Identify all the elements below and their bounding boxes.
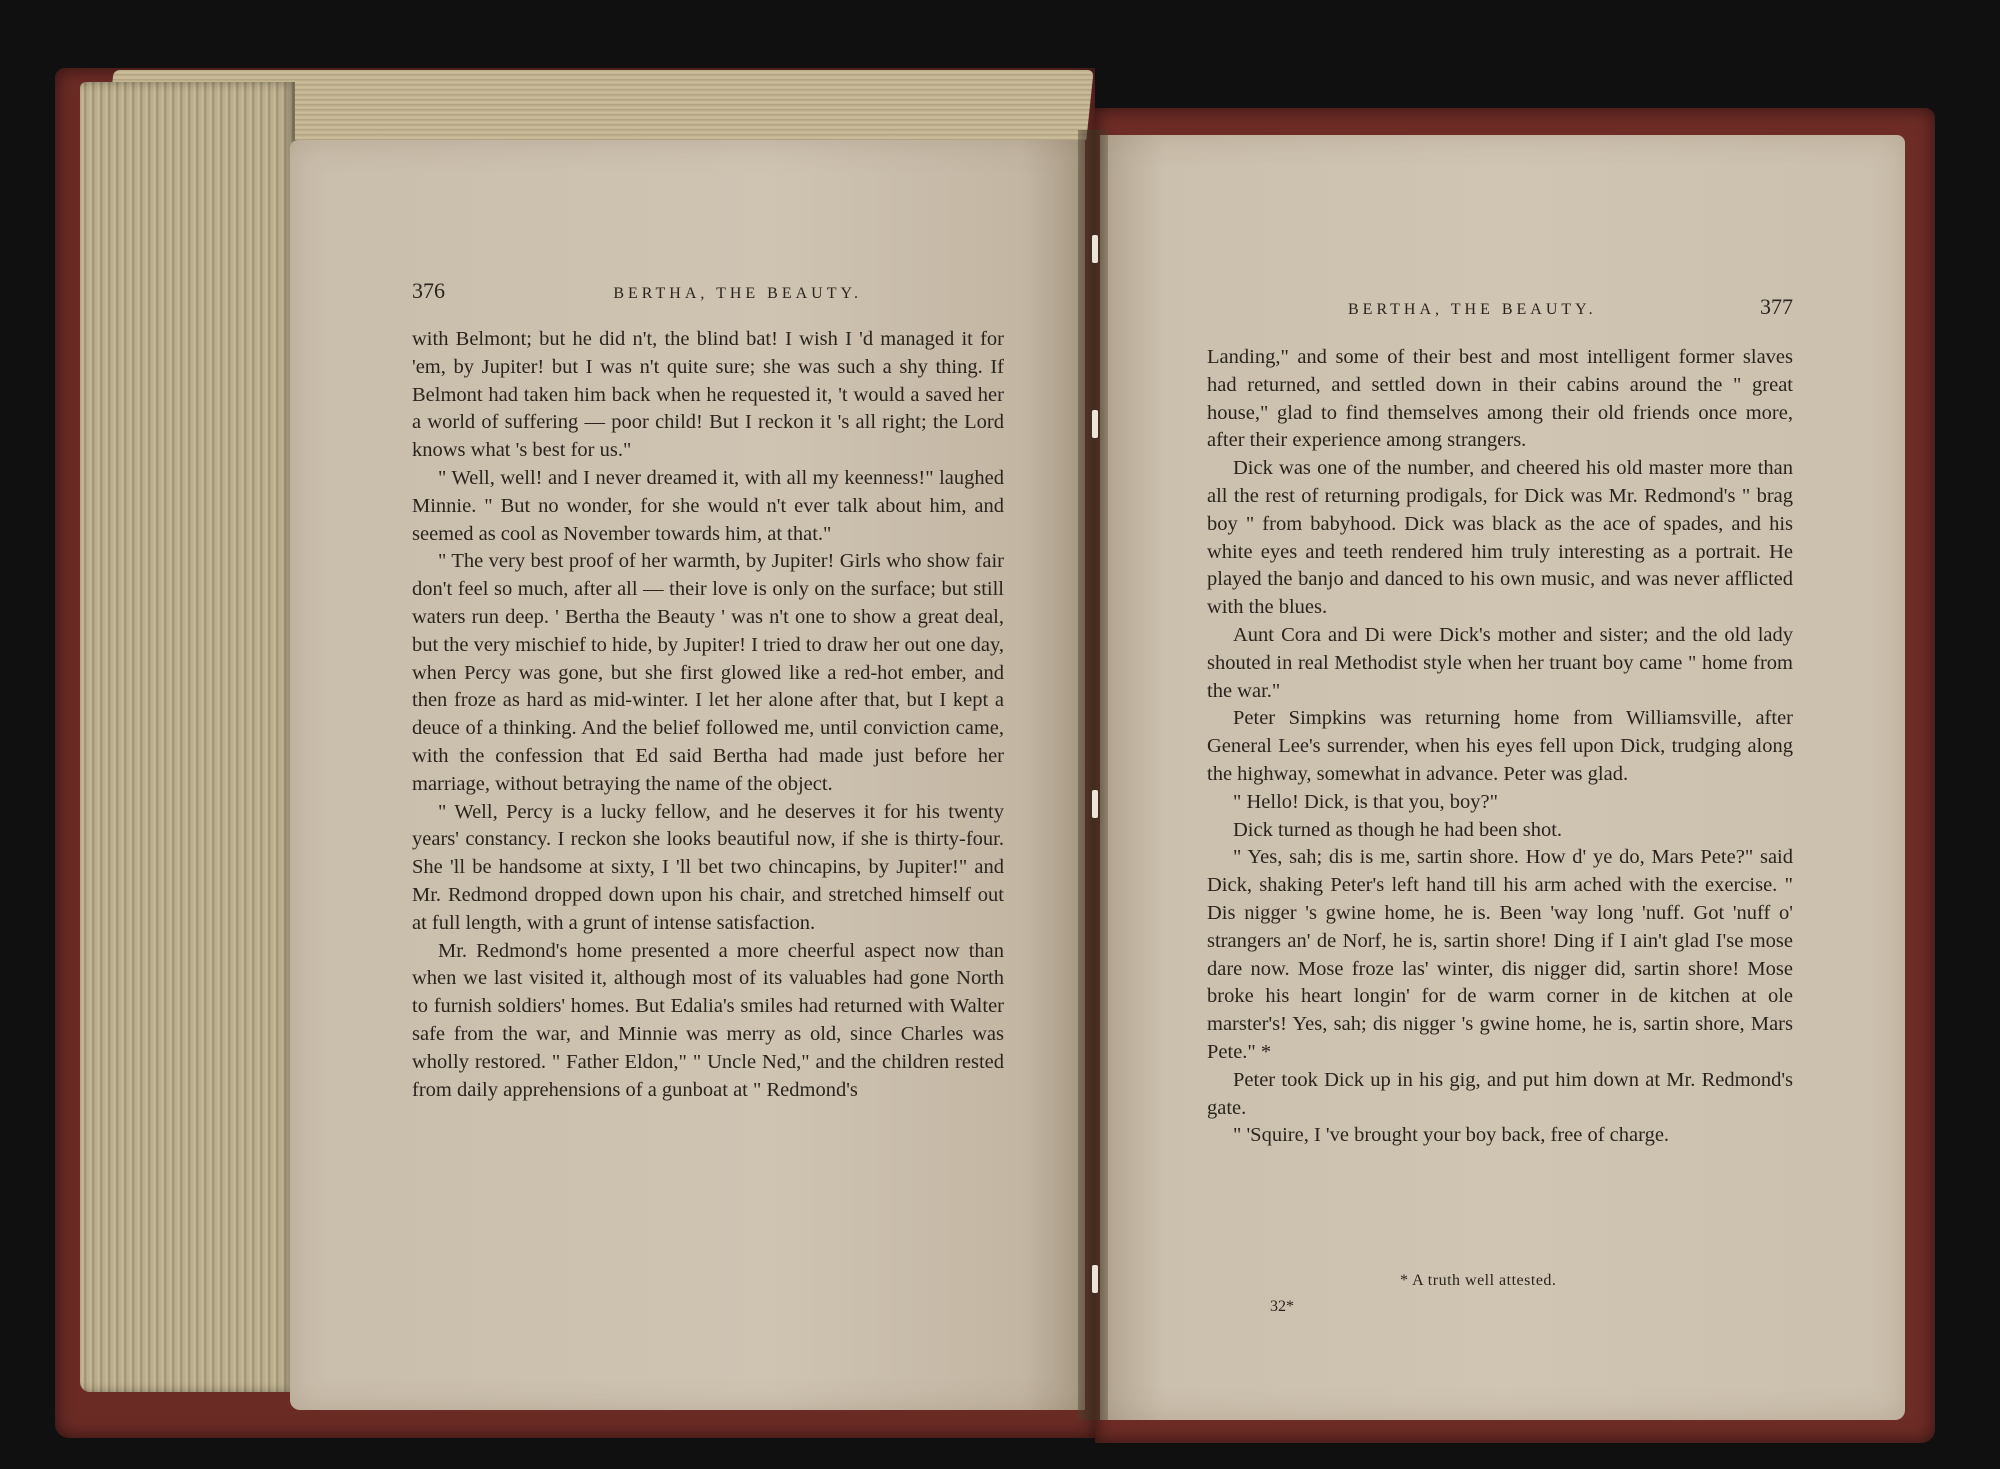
paragraph: " 'Squire, I 've brought your boy back, free of charge. (1233, 1124, 1670, 1147)
left-running-title: BERTHA, THE BEAUTY. (613, 285, 862, 302)
paragraph: Peter took Dick up in his gig, and put him down at Mr. Redmond's gate. (1207, 1068, 1793, 1119)
paragraph: with Belmont; but he did n't, the blind bat! I wish I 'd managed it for 'em, by Jupiter! but I was n't quite sure; she was such a shy thing. If Belmont had taken him back when he requested it, 't would a saved her a world of suffering — poor child! But I reckon it 's all right; the Lord knows what 's best for us." (412, 328, 1004, 462)
left-page-text (412, 326, 1004, 1104)
signature-mark: 32* (1270, 1298, 1294, 1315)
footnote: * A truth well attested. (1400, 1272, 1557, 1289)
right-page-text (1207, 344, 1793, 1150)
left-running-head (412, 278, 862, 304)
right-page-number: 377 (1760, 294, 1793, 319)
paragraph: Aunt Cora and Di were Dick's mother and sister; and the old lady shouted in real Methodist style when her truant boy came " home from the war." (1207, 623, 1793, 702)
right-running-head (1348, 294, 1793, 320)
paragraph: Landing," and some of their best and most intelligent former slaves had returned, and settled down in their cabins around the " great house," glad to find themselves among their old friends once more, after their experience among strangers. (1207, 346, 1793, 452)
book-gutter (1078, 130, 1108, 1420)
page-block-side-edge (80, 82, 295, 1392)
paragraph: " The very best proof of her warmth, by Jupiter! Girls who show fair don't feel so much, after all — their love is only on the surface; but still waters run deep. ' Bertha the Beauty ' was n't one to show a great deal, but the very mischief to hide, by Jupiter! I tried to draw her out one day, when Percy was gone, but she first glowed like a red-hot ember, and then froze as hard as mid-winter. I let her alone after that, but I kept a deuce of a thinking. And the belief followed me, until conviction came, with the confession that Ed said Bertha had made just before her marriage, without betraying the name of the object. (412, 550, 1004, 795)
paragraph: Dick was one of the number, and cheered his old master more than all the rest of returning prodigals, for Dick was Mr. Redmond's " brag boy " from babyhood. Dick was black as the ace of spades, and his white eyes and teeth rendered him truly interesting as a portrait. He played the banjo and danced to his own music, and was never afflicted with the blues. (1207, 457, 1793, 619)
binding-stitch (1092, 790, 1098, 818)
paragraph: Mr. Redmond's home presented a more cheerful aspect now than when we last visited it, although most of its valuables had gone North to furnish soldiers' homes. But Edalia's smiles had returned with Walter safe from the war, and Minnie was merry as old, since Charles was wholly restored. " Father Eldon," " Uncle Ned," and the children rested from daily apprehensions of a gunboat at " Redmond's (412, 939, 1004, 1101)
paragraph: " Well, well! and I never dreamed it, with all my keenness!" laughed Minnie. " But no wonder, for she would n't ever talk about him, and seemed as cool as November towards him, at that." (412, 466, 1004, 545)
paragraph: Peter Simpkins was returning home from Williamsville, after General Lee's surrender, when his eyes fell upon Dick, trudging along the highway, somewhat in advance. Peter was glad. (1207, 707, 1793, 785)
left-page-number: 376 (412, 278, 445, 303)
binding-stitch (1092, 235, 1098, 263)
binding-stitch (1092, 410, 1098, 438)
paragraph: " Well, Percy is a lucky fellow, and he deserves it for his twenty years' constancy. I reckon she looks beautiful now, if she is thirty-four. She 'll be handsome at sixty, I 'll bet two chincapins, by Jupiter!" and Mr. Redmond dropped down upon his chair, and stretched himself out at full length, with a grunt of intense satisfaction. (412, 800, 1004, 934)
right-running-title: BERTHA, THE BEAUTY. (1348, 301, 1597, 318)
paragraph: Dick turned as though he had been shot. (1233, 818, 1563, 841)
paragraph: " Hello! Dick, is that you, boy?" (1233, 790, 1498, 813)
paragraph: " Yes, sah; dis is me, sartin shore. How d' ye do, Mars Pete?" said Dick, shaking Peter's left hand till his arm ached with the exercise. " Dis nigger 's gwine home, he is. Been 'way long 'nuff. Got 'nuff o' strangers an' de Norf, he is, sartin shore! Ding if I ain't glad I'se mose dare now. Mose froze las' winter, dis nigger did, sartin shore! Mose broke his heart longin' for de warm corner in de kitchen at ole marster's! Yes, sah; dis nigger 's gwine home, he is, sartin shore, Mars Pete." * (1207, 846, 1793, 1063)
binding-stitch (1092, 1265, 1098, 1293)
